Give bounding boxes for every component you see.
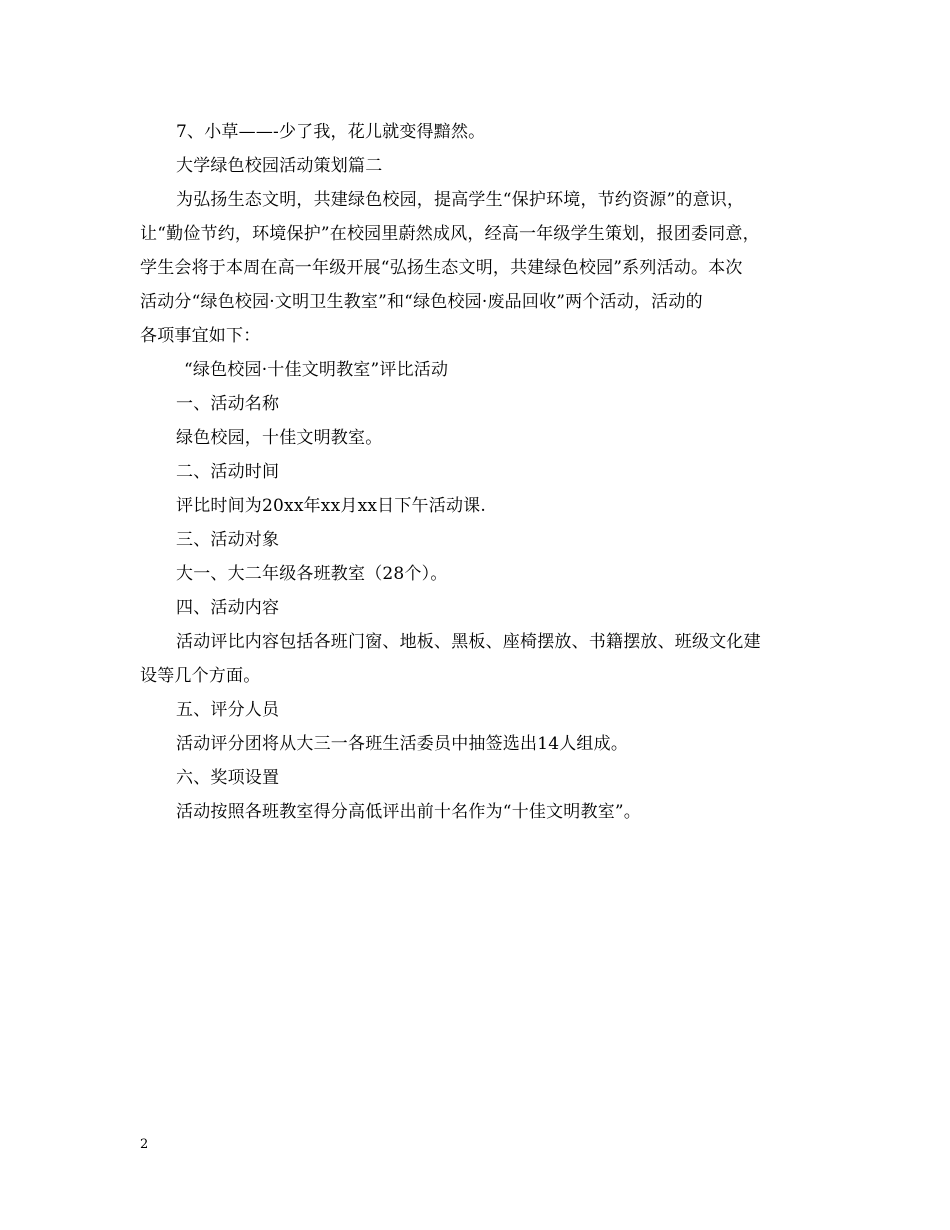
paragraph-line: 绿色校园，十佳文明教室。 bbox=[176, 428, 383, 448]
paragraph-line: 为弘扬生态文明，共建绿色校园，提高学生“保护环境，节约资源”的意识， bbox=[176, 190, 745, 210]
paragraph-line: 让“勤俭节约，环境保护”在校园里蔚然成风，经高一年级学生策划，报团委同意， bbox=[140, 224, 760, 244]
paragraph-line: 评比时间为20xx年xx月xx日下午活动课. bbox=[176, 496, 486, 516]
heading-activity-time: 二、活动时间 bbox=[176, 462, 280, 482]
paragraph-line: 设等几个方面。 bbox=[140, 666, 261, 686]
page-number: 2 bbox=[140, 1137, 149, 1152]
paragraph-line-grass: 7、小草——-少了我，花儿就变得黯然。 bbox=[176, 122, 486, 142]
heading-activity-name: 一、活动名称 bbox=[176, 394, 280, 414]
paragraph-line: 大一、大二年级各班教室（28个）。 bbox=[176, 564, 448, 584]
heading-judges: 五、评分人员 bbox=[176, 700, 280, 720]
activity-title: “绿色校园·十佳文明教室”评比活动 bbox=[184, 360, 449, 380]
paragraph-line: 活动评分团将从大三一各班生活委员中抽签选出14人组成。 bbox=[176, 734, 629, 754]
paragraph-line: 活动分“绿色校园·文明卫生教室”和“绿色校园·废品回收”两个活动，活动的 bbox=[140, 292, 703, 312]
paragraph-line: 各项事宜如下： bbox=[140, 326, 261, 346]
heading-activity-target: 三、活动对象 bbox=[176, 530, 280, 550]
paragraph-line: 活动评比内容包括各班门窗、地板、黑板、座椅摆放、书籍摆放、班级文化建 bbox=[176, 632, 761, 652]
heading-awards: 六、奖项设置 bbox=[176, 768, 280, 788]
heading-activity-content: 四、活动内容 bbox=[176, 598, 280, 618]
paragraph-line: 活动按照各班教室得分高低评出前十名作为“十佳文明教室”。 bbox=[176, 802, 641, 822]
paragraph-line: 学生会将于本周在高一年级开展“弘扬生态文明，共建绿色校园”系列活动。本次 bbox=[140, 258, 743, 278]
document-body bbox=[140, 115, 820, 829]
section-heading-part-two: 大学绿色校园活动策划篇二 bbox=[176, 156, 383, 176]
